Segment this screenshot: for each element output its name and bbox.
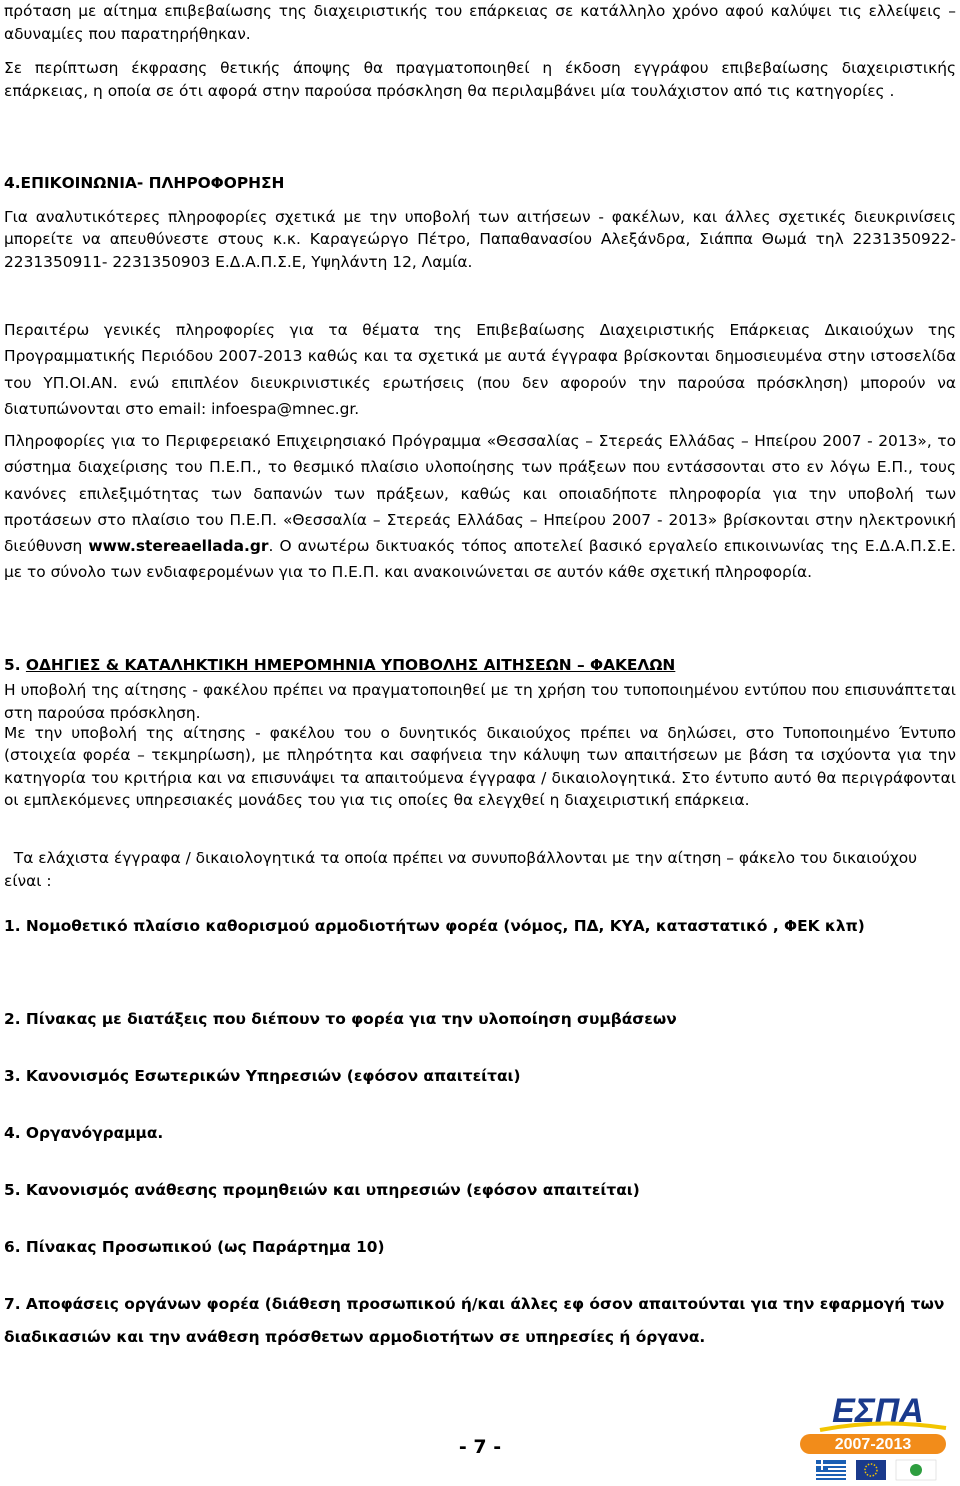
espa-logo	[790, 1388, 956, 1482]
section-5-documents-intro: Τα ελάχιστα έγγραφα / δικαιολογητικά τα οποία πρέπει να συνυποβάλλονται με την αίτηση – φάκελο του δικαιούχου είναι :	[4, 849, 922, 890]
list-item: 1. Νομοθετικό πλαίσιο καθορισμού αρμοδιοτήτων φορέα (νόμος, ΠΔ, ΚΥΑ, καταστατικό , ΦΕΚ κλπ)	[4, 917, 865, 935]
section-5-title: ΟΔΗΓΙΕΣ & ΚΑΤΑΛΗΚΤΙΚΗ ΗΜΕΡΟΜΗΝΙΑ ΥΠΟΒΟΛΗΣ ΑΙΤΗΣΕΩΝ – ΦΑΚΕΛΩΝ	[25, 656, 676, 674]
intro-paragraph-2: Σε περίπτωση έκφρασης θετικής άποψης θα πραγματοποιηθεί η έκδοση εγγράφου επιβεβαίωσης διαχειριστικής επάρκειας, η οποία σε ότι αφορά στην παρούσα πρόσκληση θα περιλαμβάνει μία τουλάχιστον από τις κατηγορίες .	[4, 59, 956, 100]
list-item: 6. Πίνακας Προσωπικού (ως Παράρτημα 10)	[4, 1238, 385, 1256]
section-5-declaration-paragraph: Με την υποβολή της αίτησης - φακέλου του ο δυνητικός δικαιούχος πρέπει να δηλώσει, στο Τυποποιημένο Έντυπο (στοιχεία φορέα – τεκμηρίωση), με πληρότητα και σαφήνεια την κάλυψη των απαιτήσεων με βάση τα ισχύοντα για την κατηγορία του κριτήρια και να επισυνάψει τα απαιτούμενα έγγραφα / δικαιολογητικά. Στο έντυπο αυτό θα περιγράφονται οι εμπλεκόμενες υπηρεσιακές μονάδες του για τις οποίες θα ελεγχθεί η διαχειριστική επάρκεια.	[4, 724, 956, 810]
eu-flag-icon	[856, 1460, 886, 1480]
espa-logo-text: ΕΣΠΑ	[832, 1392, 924, 1430]
espa-logo-years: 2007-2013	[834, 1436, 912, 1453]
list-item: 7. Αποφάσεις οργάνων φορέα (διάθεση προσωπικού ή/και άλλες εφ όσον απαιτούνται για την εφαρμογή των διαδικασιών και την ανάθεση πρόσθετων αρμοδιοτήτων σε υπηρεσίες ή όργανα.	[4, 1295, 945, 1346]
page-number: - 7 -	[458, 1436, 502, 1458]
program-info-text: Πληροφορίες για το Περιφερειακό Επιχειρησιακό Πρόγραμμα «Θεσσαλίας – Στερεάς Ελλάδας – Ηπείρου 2007 - 2013», το σύστημα διαχείρισης του Π.Ε.Π., το θεσμικό πλαίσιο υλοποίησης των πράξεων που εντάσσονται στο εν λόγω Ε.Π., τους κανόνες επιλεξιμότητας των δαπανών των πράξεων, καθώς και οποιαδήποτε πληροφορία για την υποβολή των προτάσεων στο πλαίσιο του Π.Ε.Π. «Θεσσαλία – Στερεάς Ελλάδας – Ηπείρου 2007 - 2013» βρίσκονται στην ηλεκτρονική διεύθυνση	[4, 432, 956, 556]
program-info-text-end: . Ο ανωτέρω δικτυακός τόπος αποτελεί βασικό εργαλείο επικοινωνίας της Ε.Δ.Α.Π.Σ.Ε. με το σύνολο των ενδιαφερομένων για το Π.Ε.Π. και ανακοινώνεται σε αυτόν κάθε σχετική πληροφορία.	[4, 537, 956, 582]
website-link[interactable]: www.stereaellada.gr	[88, 537, 269, 556]
section-4-heading: 4.ΕΠΙΚΟΙΝΩΝΙΑ- ΠΛΗΡΟΦΟΡΗΣΗ	[4, 174, 285, 192]
section-5-number: 5.	[4, 656, 26, 674]
intro-paragraph-1: πρόταση με αίτημα επιβεβαίωσης της διαχειριστικής του επάρκειας σε κατάλληλο χρόνο αφού καλύψει τις ελλείψεις – αδυναμίες που παρατηρήθηκαν.	[4, 2, 956, 43]
list-item: 5. Κανονισμός ανάθεσης προμηθειών και υπηρεσιών (εφόσον απαιτείται)	[4, 1181, 640, 1199]
section-5-submission-paragraph: Η υποβολή της αίτησης - φακέλου πρέπει να πραγματοποιηθεί με τη χρήση του τυποποιημένου εντύπου που επισυνάπτεται στη παρούσα πρόσκληση.	[4, 681, 956, 722]
section-4-general-info-paragraph: Περαιτέρω γενικές πληροφορίες για τα θέματα της Επιβεβαίωσης Διαχειριστικής Επάρκειας Δικαιούχων της Προγραμματικής Περιόδου 2007-2013 καθώς και τα σχετικά με αυτά έγγραφα βρίσκονται δημοσιευμένα στην ιστοσελίδα του ΥΠ.ΟΙ.ΑΝ. ενώ επιπλέον διευκρινιστικές ερωτήσεις (που δεν αφορούν την παρούσα πρόσκληση) μπορούν να διατυπώνονται στο email: infoespa@mnec.gr.	[4, 321, 956, 418]
section-5-heading	[4, 656, 675, 674]
list-item: 4. Οργανόγραμμα.	[4, 1124, 164, 1142]
section-4-program-info-paragraph	[4, 428, 956, 586]
list-item: 3. Κανονισμός Εσωτερικών Υπηρεσιών (εφόσον απαιτείται)	[4, 1067, 521, 1085]
section-4-contact-paragraph: Για αναλυτικότερες πληροφορίες σχετικά με την υποβολή των αιτήσεων - φακέλων, και άλλες σχετικές διευκρινίσεις μπορείτε να απευθύνεστε στους κ.κ. Καραγεώργο Πέτρο, Παπαθανασίου Αλεξάνδρα, Σιάππα Θωμά τηλ 2231350922-2231350911- 2231350903 Ε.Δ.Α.Π.Σ.Ε, Υψηλάντη 12, Λαμία.	[4, 208, 956, 271]
list-item: 2. Πίνακας με διατάξεις που διέπουν το φορέα για την υλοποίηση συμβάσεων	[4, 1010, 677, 1028]
